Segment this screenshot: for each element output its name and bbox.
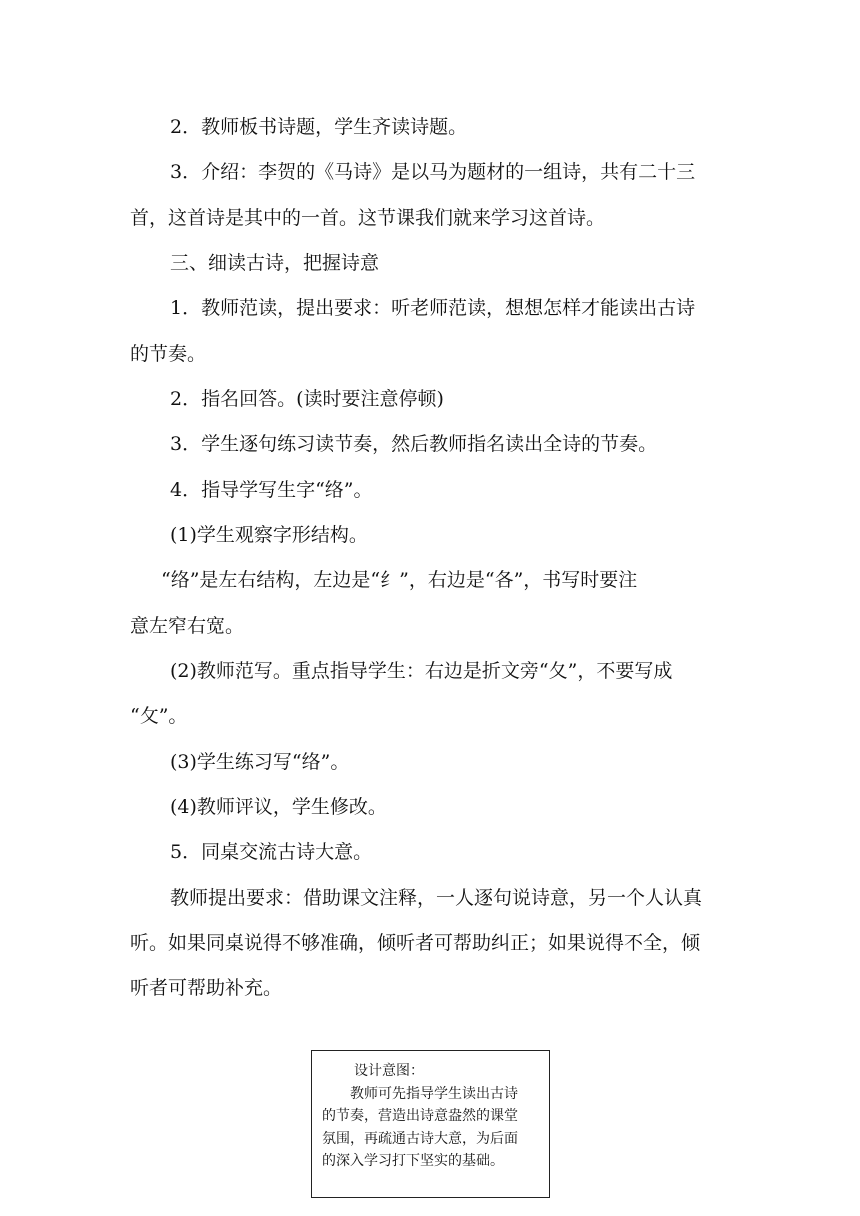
text-line: 3．学生逐句练习读节奏，然后教师指名读出全诗的节奏。: [170, 433, 658, 455]
design-intent-line: 氛围，再疏通古诗大意，为后面: [322, 1130, 518, 1147]
design-intent-line: 教师可先指导学生读出古诗: [350, 1085, 518, 1102]
design-intent-title: 设计意图：: [354, 1063, 424, 1079]
text-line: “攵”。: [130, 705, 188, 727]
text-line: 意左窄右宽。: [130, 615, 245, 637]
text-line: 3．介绍：李贺的《马诗》是以马为题材的一组诗，共有二十三: [170, 161, 696, 183]
text-line: (2)教师范写。重点指导学生：右边是折文旁“夂”，不要写成: [170, 660, 673, 682]
text-line: (3)学生练习写“络”。: [170, 751, 350, 773]
text-line: 教师提出要求：借助课文注释，一人逐句说诗意，另一个人认真: [170, 887, 703, 909]
text-line: 2．指名回答。(读时要注意停顿): [170, 388, 444, 410]
text-line: 4．指导学写生字“络”。: [170, 479, 373, 501]
text-line: (1)学生观察字形结构。: [170, 524, 368, 546]
text-line: “络”是左右结构，左边是“纟”，右边是“各”，书写时要注: [161, 569, 638, 591]
design-intent-box: [311, 1050, 550, 1198]
design-intent-line: 的深入学习打下坚实的基础。: [322, 1153, 504, 1169]
text-line: 1．教师范读，提出要求：听老师范读，想想怎样才能读出古诗: [170, 297, 696, 319]
design-intent-line: 的节奏，营造出诗意盎然的课堂: [322, 1108, 518, 1124]
text-line: 2．教师板书诗题，学生齐读诗题。: [170, 116, 468, 138]
text-line: 的节奏。: [130, 343, 207, 365]
text-line: (4)教师评议，学生修改。: [170, 796, 387, 818]
section-heading: 三、细读古诗，把握诗意: [170, 252, 380, 274]
text-line: 首，这首诗是其中的一首。这节课我们就来学习这首诗。: [130, 207, 606, 229]
text-line: 听。如果同桌说得不够准确，倾听者可帮助纠正；如果说得不全，倾: [130, 932, 701, 954]
text-line: 听者可帮助补充。: [130, 977, 283, 999]
text-line: 5．同桌交流古诗大意。: [170, 841, 373, 863]
